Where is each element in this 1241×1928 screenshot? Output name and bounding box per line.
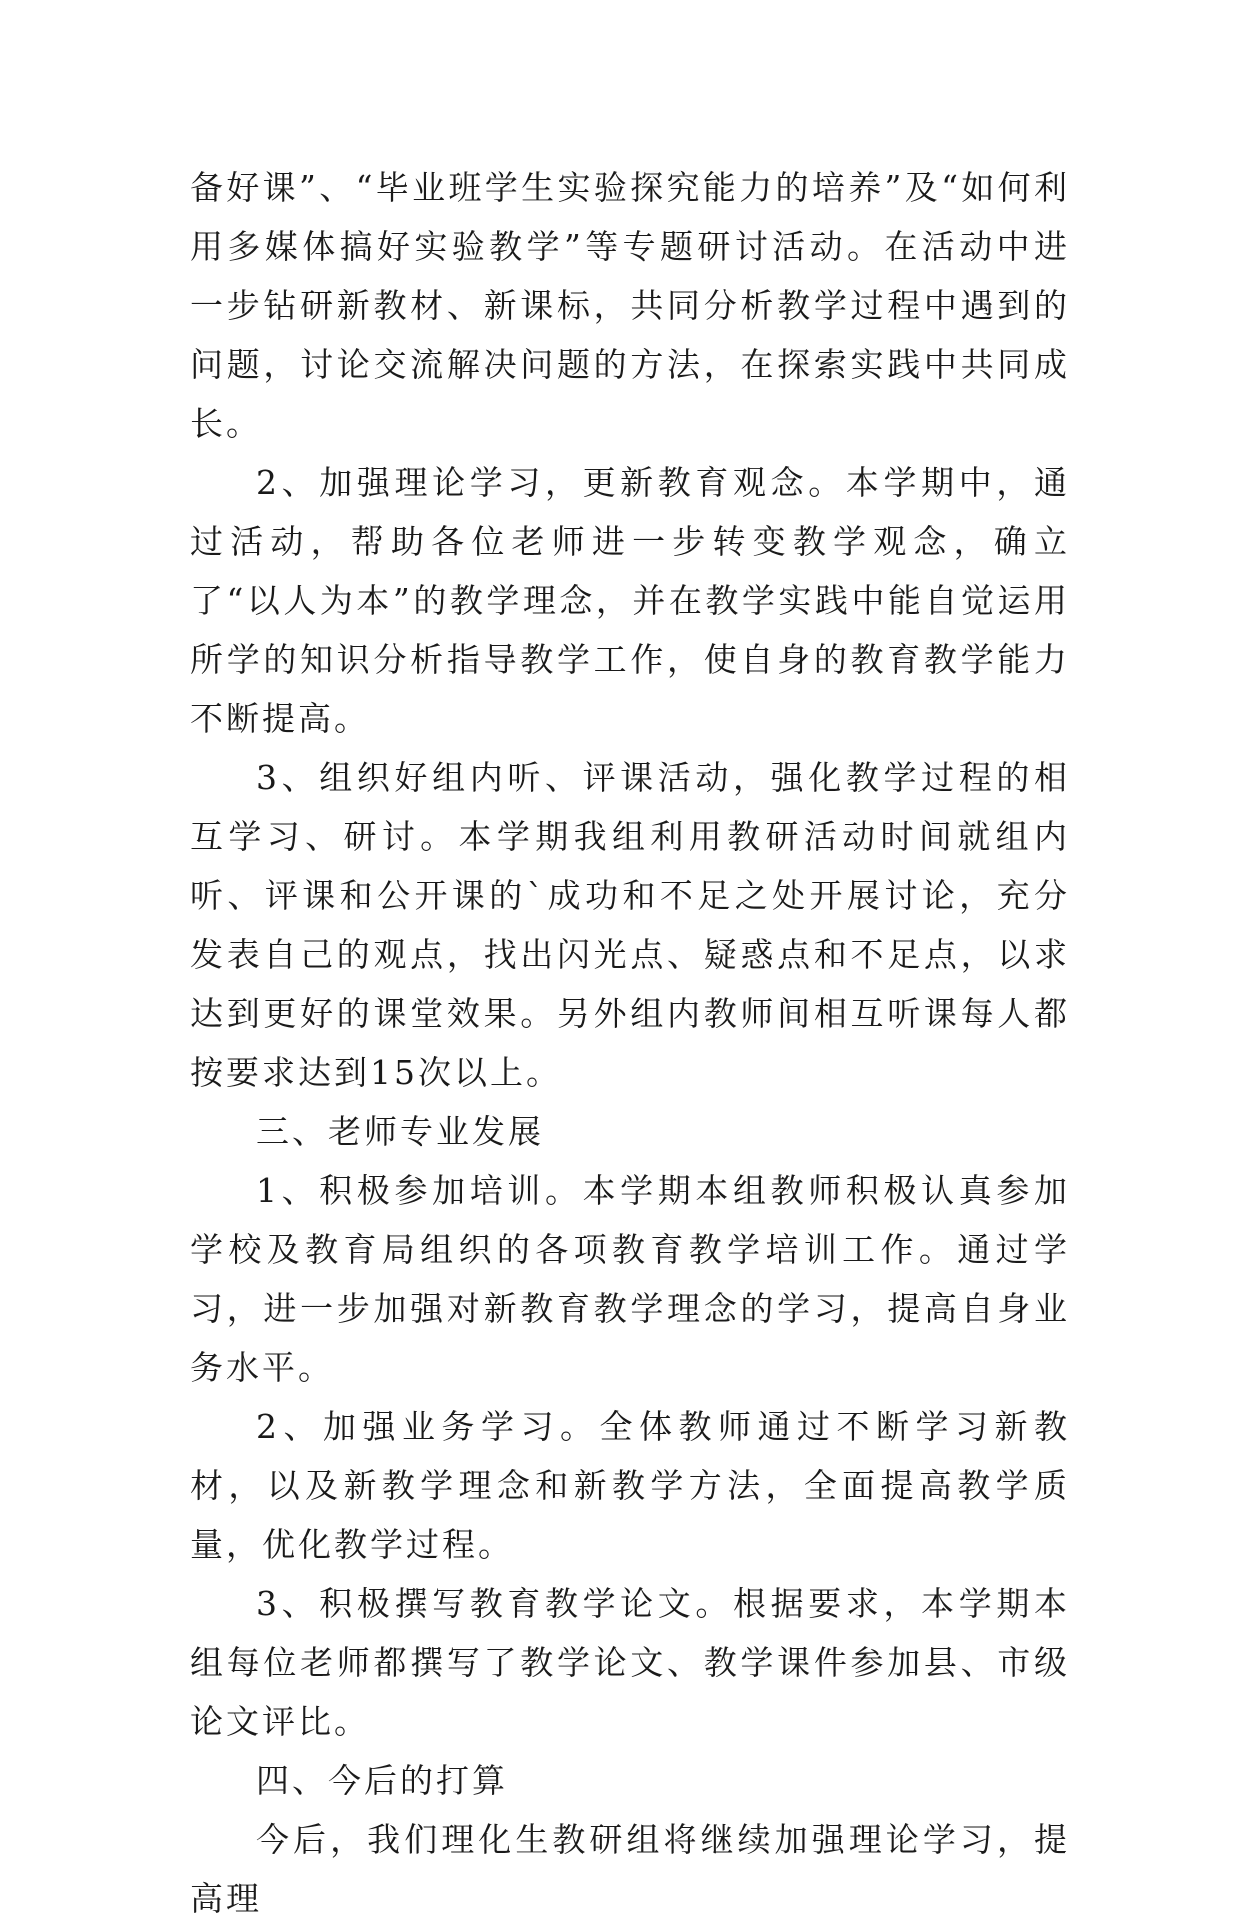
paragraph-training: 1、积极参加培训。本学期本组教师积极认真参加学校及教育局组织的各项教育教学培训工作。通过学习，进一步加强对新教育教学理念的学习，提高自身业务水平。	[190, 1171, 1070, 1387]
document-body	[190, 158, 1070, 1928]
paragraph-papers: 3、积极撰写教育教学论文。根据要求，本学期本组每位老师都撰写了教学论文、教学课件参加县、市级论文评比。	[190, 1584, 1070, 1741]
paragraph-future: 今后，我们理化生教研组将继续加强理论学习，提高理	[190, 1820, 1070, 1918]
section-heading-future-plans: 四、今后的打算	[256, 1761, 508, 1800]
paragraph-lesson-evaluation: 3、组织好组内听、评课活动，强化教学过程的相互学习、研讨。本学期我组利用教研活动时间就组内听、评课和公开课的`成功和不足之处开展讨论，充分发表自己的观点，找出闪光点、疑惑点和不足点，以求达到更好的课堂效果。另外组内教师间相互听课每人都按要求达到15次以上。	[190, 758, 1070, 1092]
section-heading-teacher-development: 三、老师专业发展	[256, 1112, 544, 1151]
paragraph-continuation: 备好课”、“毕业班学生实验探究能力的培养”及“如何利用多媒体搞好实验教学”等专题研讨活动。在活动中进一步钻研新教材、新课标，共同分析教学过程中遇到的问题，讨论交流解决问题的方法，在探索实践中共同成长。	[190, 168, 1070, 443]
paragraph-theory-study: 2、加强理论学习，更新教育观念。本学期中，通过活动，帮助各位老师进一步转变教学观念，确立了“以人为本”的教学理念，并在教学实践中能自觉运用所学的知识分析指导教学工作，使自身的教育教学能力不断提高。	[190, 463, 1070, 738]
paragraph-business-study: 2、加强业务学习。全体教师通过不断学习新教材，以及新教学理念和新教学方法，全面提高教学质量，优化教学过程。	[190, 1407, 1070, 1564]
